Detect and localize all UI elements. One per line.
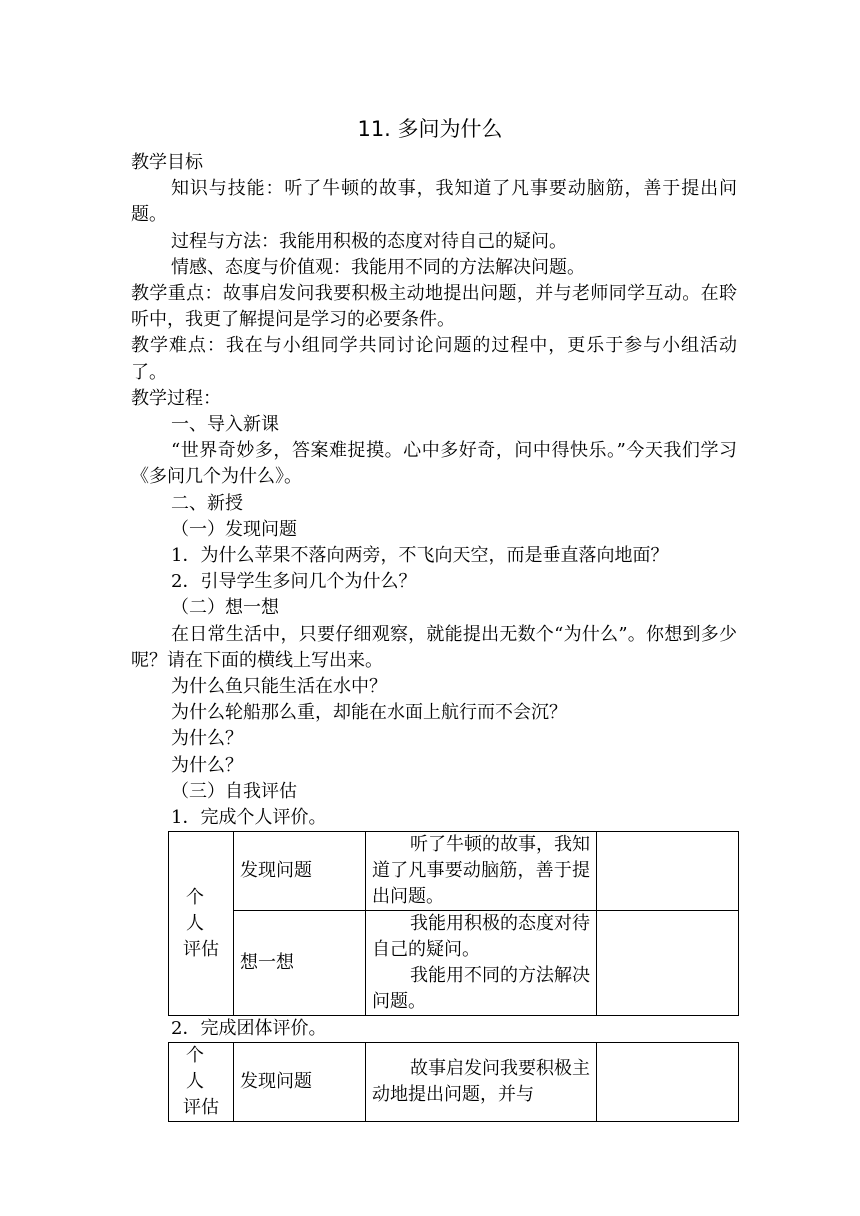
- part2-line-2: 为什么轮船那么重，却能在水面上航行而不会沉？: [171, 702, 567, 724]
- table2-desc-cell: [366, 1043, 597, 1122]
- table2-label-top: 个 人: [186, 1045, 216, 1093]
- table1-item-cell: 想一想: [234, 911, 366, 1016]
- section2-heading: 二、新授: [171, 492, 243, 514]
- part2-heading: （二）想一想: [171, 597, 279, 619]
- table1-label-bottom: 评估: [183, 938, 219, 960]
- lesson-body: [131, 150, 737, 1122]
- part1-heading: （一）发现问题: [171, 518, 297, 540]
- table1-item-cell: 发现问题: [234, 832, 366, 911]
- table1-row2-desc-2: 我能用不同的方法解决问题。: [372, 965, 590, 1013]
- table2-label-cell: [169, 1043, 234, 1122]
- table1-desc-cell: [366, 911, 597, 1016]
- table2-label-bottom: 评估: [183, 1097, 219, 1119]
- group-evaluation-table: [168, 1042, 739, 1122]
- part2-text: 在日常生活中，只要仔细观察，就能提出无数个“为什么”。你想到多少呢？请在下面的横线上写出来。: [131, 623, 737, 671]
- table1-row2-desc-1: 我能用积极的态度对待自己的疑问。: [372, 913, 590, 961]
- table2-item-cell: 发现问题: [234, 1043, 366, 1122]
- objectives-heading: 教学目标: [131, 152, 203, 173]
- process-heading: 教学过程：: [131, 387, 221, 409]
- objective-process: 过程与方法：我能用积极的态度对待自己的疑问。: [171, 230, 567, 252]
- table1-label-top: 个 人: [186, 886, 216, 934]
- part2-line-1: 为什么鱼只能生活在水中？: [171, 676, 387, 698]
- part3-heading: （三）自我评估: [171, 780, 297, 802]
- section1-heading: 一、导入新课: [171, 414, 279, 436]
- part1-item-2: 2．引导学生多问几个为什么？: [171, 571, 417, 593]
- part2-line-4: 为什么？: [171, 754, 243, 776]
- objective-knowledge: 知识与技能：听了牛顿的故事，我知道了凡事要动脑筋，善于提出问题。: [131, 178, 737, 226]
- part1-item-1: 1．为什么苹果不落向两旁，不飞向天空，而是垂直落向地面？: [171, 545, 669, 567]
- objective-emotion: 情感、态度与价值观：我能用不同的方法解决问题。: [171, 256, 585, 278]
- table1-row1-desc: 听了牛顿的故事，我知道了凡事要动脑筋，善于提出问题。: [372, 834, 590, 908]
- table1-desc-cell: [366, 832, 597, 911]
- personal-evaluation-table: [168, 831, 739, 1016]
- lesson-title: 11. 多问为什么: [357, 117, 503, 141]
- difficulty: 教学难点：我在与小组同学共同讨论问题的过程中，更乐于参与小组活动了。: [131, 335, 737, 383]
- part3-step2: 2．完成团体评价。: [171, 1018, 327, 1040]
- table1-score-cell[interactable]: [597, 911, 739, 1016]
- key-point: 教学重点：故事启发问我要积极主动地提出问题，并与老师同学互动。在聆听中，我更了解提问是学习的必要条件。: [131, 283, 737, 331]
- table1-score-cell[interactable]: [597, 832, 739, 911]
- table2-row1-desc: 故事启发问我要积极主动地提出问题，并与: [372, 1058, 590, 1106]
- part2-line-3: 为什么？: [171, 728, 243, 750]
- section1-text: “世界奇妙多，答案难捉摸。心中多好奇，问中得快乐。”今天我们学习《多问几个为什么》。: [131, 440, 737, 488]
- table1-label-cell: [169, 832, 234, 1016]
- part3-step1: 1．完成个人评价。: [171, 807, 327, 829]
- table2-score-cell[interactable]: [597, 1043, 739, 1122]
